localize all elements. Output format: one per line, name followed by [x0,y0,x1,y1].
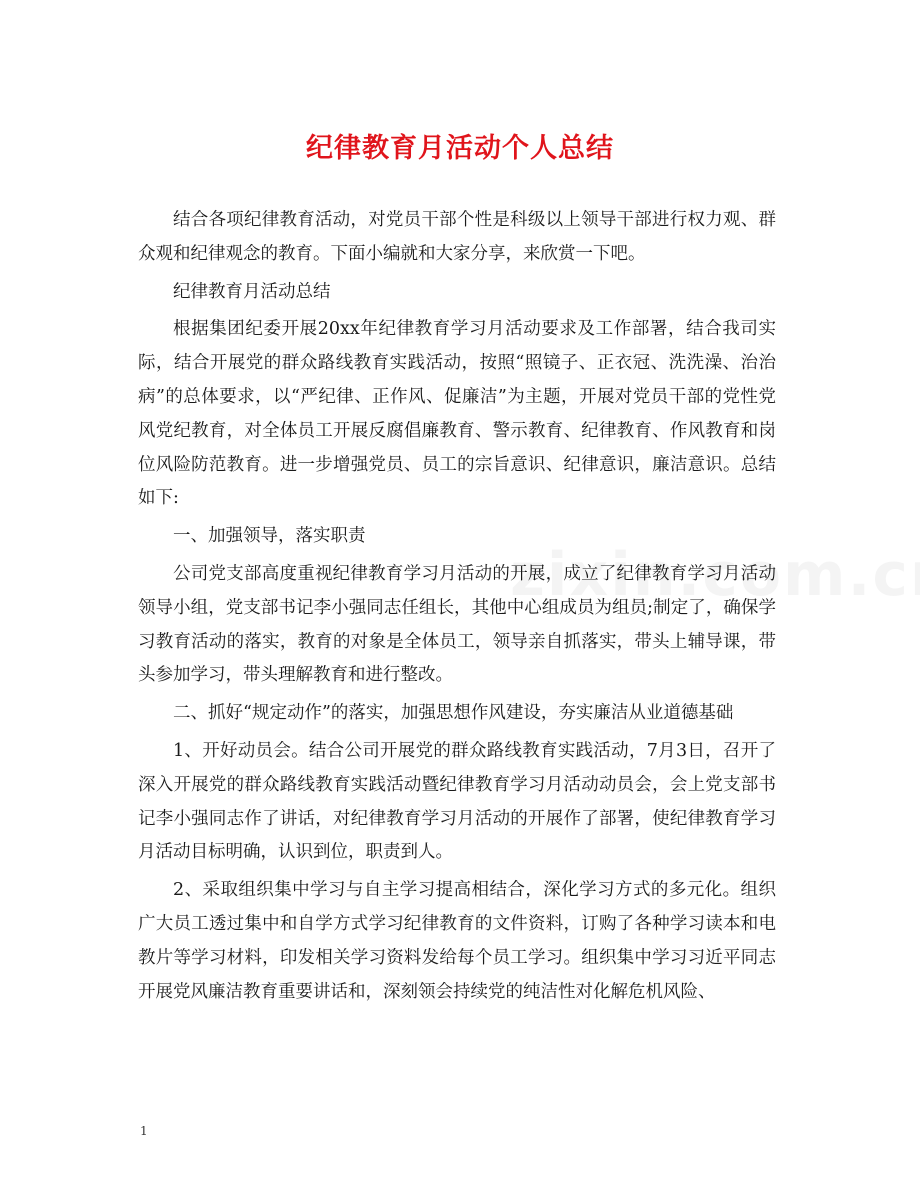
paragraph-subtitle: 纪律教育月活动总结 [173,281,331,302]
page-number: 1 [140,1124,148,1138]
paragraph-leadership: 公司党支部高度重视纪律教育学习月活动的开展，成立了纪律教育学习月活动领导小组，党支部书记李小强同志任组长，其他中心组成员为组员;制定了，确保学习教育活动的落实，教育的对象是全体员工，领导亲自抓落实，带头上辅导课，带头参加学习，带头理解教育和进行整改。 [138,563,776,686]
section-heading-1: 一、加强领导，落实职责 [173,526,366,547]
section-heading-2: 二、抓好“规定动作”的落实，加强思想作风建设，夯实廉洁从业道德基础 [173,703,734,724]
document-title: 纪律教育月活动个人总结 [306,133,614,164]
paragraph-mobilization: 1、开好动员会。结合公司开展党的群众路线教育实践活动，7月3日，召开了深入开展党的群众路线教育实践活动暨纪律教育学习月活动动员会，会上党支部书记李小强同志作了讲话，对纪律教育学习月活动的开展作了部署，使纪律教育学习月活动目标明确，认识到位，职责到人。 [138,740,776,863]
paragraph-intro: 结合各项纪律教育活动，对党员干部个性是科级以上领导干部进行权力观、群众观和纪律观念的教育。下面小编就和大家分享，来欣赏一下吧。 [138,210,776,264]
paragraph-study: 2、采取组织集中学习与自主学习提高相结合，深化学习方式的多元化。组织广大员工透过集中和自学方式学习纪律教育的文件资料，订购了各种学习读本和电教片等学习材料，印发相关学习资料发给每个员工学习。组织集中学习习近平同志开展党风廉洁教育重要讲话和，深刻领会持续党的纯洁性对化解危机风险、 [138,880,776,1002]
document-body [138,204,776,1013]
paragraph-background: 根据集团纪委开展20xx年纪律教育学习月活动要求及工作部署，结合我司实际，结合开展党的群众路线教育实践活动，按照“照镜子、正衣冠、洗洗澡、治治病”的总体要求，以“严纪律、正作风、促廉洁”为主题，开展对党员干部的党性党风党纪教育，对全体员工开展反腐倡廉教育、警示教育、纪律教育、作风教育和岗位风险防范教育。进一步增强党员、员工的宗旨意识、纪律意识，廉洁意识。总结如下: [138,319,776,509]
